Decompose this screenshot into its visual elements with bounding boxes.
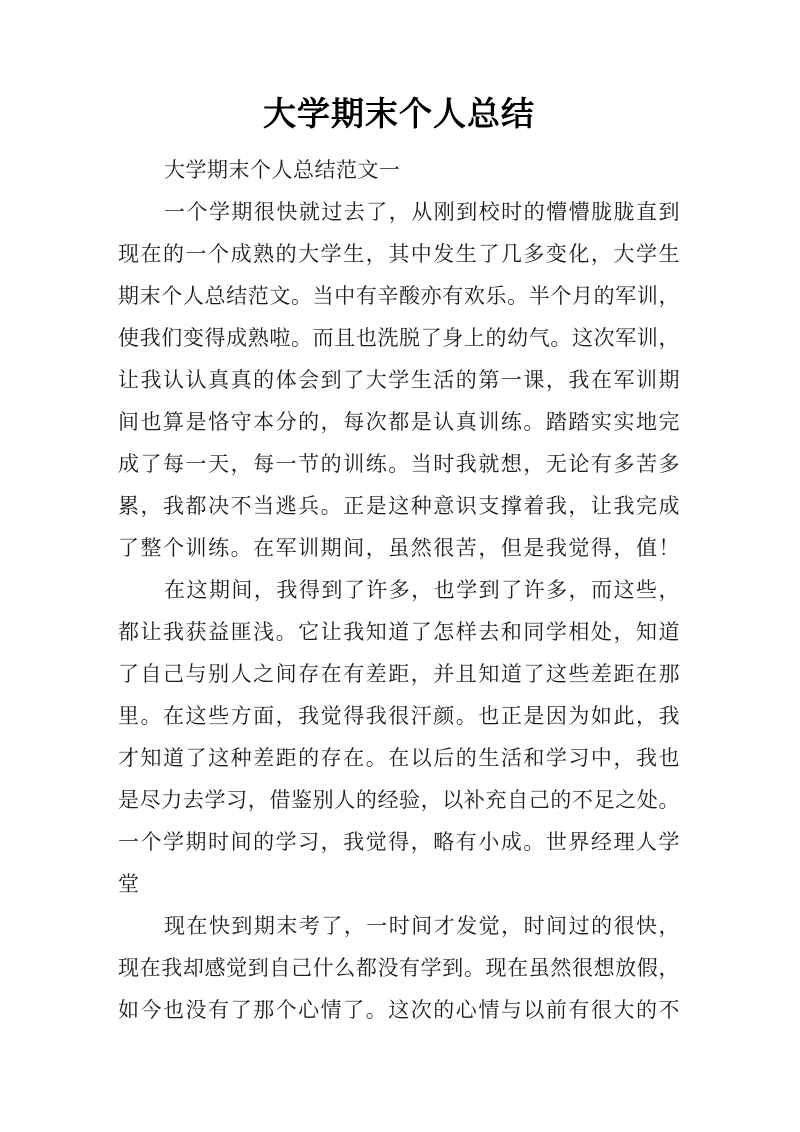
text-line: 堂 [118,872,140,896]
text-line: 累，我都决不当逃兵。正是这种意识支撑着我，让我完成 [118,494,680,518]
document-title: 大学期末个人总结 [263,97,535,133]
text-line: 让我认认真真的体会到了大学生活的第一课，我在军训期 [118,368,680,392]
text-line: 大学期末个人总结范文一 [164,158,401,182]
text-line: 在这期间，我得到了许多，也学到了许多，而这些， [164,578,680,602]
text-line: 了整个训练。在军训期间，虽然很苦，但是我觉得，值！ [118,536,680,560]
text-line: 一个学期时间的学习，我觉得，略有小成。世界经理人学 [118,830,680,854]
text-line: 一个学期很快就过去了，从刚到校时的懵懵胧胧直到 [164,200,680,224]
text-line: 是尽力去学习，借鉴别人的经验，以补充自己的不足之处。 [118,788,680,812]
text-line: 使我们变得成熟啦。而且也洗脱了身上的幼气。这次军训， [118,326,680,350]
text-line: 了自己与别人之间存在有差距，并且知道了这些差距在那 [118,662,680,686]
document-body [118,149,680,1031]
text-line: 里。在这些方面，我觉得我很汗颜。也正是因为如此，我 [118,704,680,728]
text-line: 都让我获益匪浅。它让我知道了怎样去和同学相处，知道 [118,620,680,644]
text-line: 期末个人总结范文。当中有辛酸亦有欢乐。半个月的军训， [118,284,680,308]
text-line: 间也算是恪守本分的，每次都是认真训练。踏踏实实地完 [118,410,680,434]
text-line: 现在的一个成熟的大学生，其中发生了几多变化，大学生 [118,242,680,266]
text-line: 现在我却感觉到自己什么都没有学到。现在虽然很想放假， [118,956,680,980]
text-line: 如今也没有了那个心情了。这次的心情与以前有很大的不 [118,998,680,1022]
text-line: 现在快到期末考了，一时间才发觉，时间过的很快， [164,914,680,938]
text-line: 成了每一天，每一节的训练。当时我就想，无论有多苦多 [118,452,680,476]
text-line: 才知道了这种差距的存在。在以后的生活和学习中，我也 [118,746,680,770]
